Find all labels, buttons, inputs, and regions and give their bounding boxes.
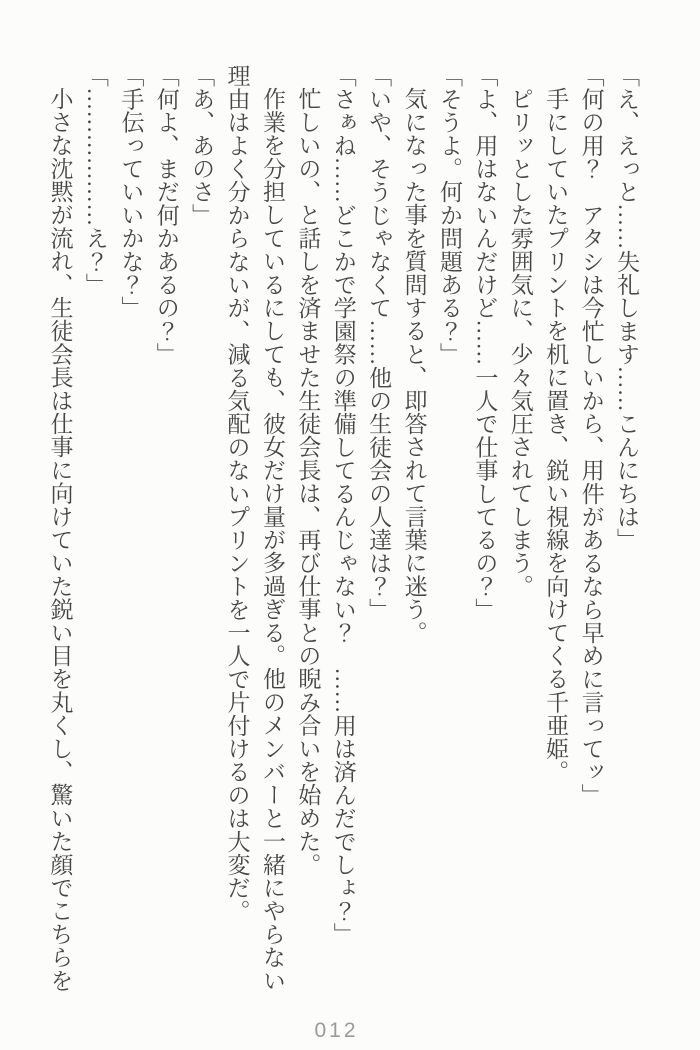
paragraph: 「いや、そうじゃなくて……他の生徒会の人達は？」 (366, 64, 392, 621)
paragraph: 作業を分担しているにしても、彼女だけ量が多過ぎる。他のメンバーと一緒にやらない理由はよく分からないが、減る気配のないプリントを一人で片付けるのは大変だ。 (224, 64, 285, 992)
page-text (42, 64, 644, 994)
paragraph: 「え、えっと……失礼します……こんにちは」 (614, 64, 639, 552)
paragraph: 「何の用？ アタシは今忙しいから、用件があるなら早めに言ってッ」 (578, 64, 604, 807)
paragraph: 「………………え？」 (82, 64, 108, 296)
paragraph: 「よ、用はないんだけど……一人で仕事してるの？」 (472, 64, 498, 621)
paragraph: 「そうよ。何か問題ある？」 (436, 64, 462, 366)
paragraph: 「何よ、まだ何かあるの？」 (153, 64, 179, 366)
paragraph: 「手伝っていいかな？」 (118, 64, 144, 320)
paragraph: 気になった事を質問すると、即答されて言葉に迷う。 (401, 87, 427, 644)
paragraph: ピリッとした雰囲気に、少々気圧されてしまう。 (507, 87, 533, 598)
page-number: 012 (314, 1019, 359, 1042)
paragraph: 手にしていたプリントを机に置き、鋭い視線を向けてくる千亜姫。 (543, 87, 569, 783)
paragraph: 「さぁね……どこかで学園祭の準備してるんじゃない？ ……用は済んだでしょ？」 (330, 64, 356, 946)
paragraph: 「あ、あのさ」 (189, 64, 215, 227)
paragraph: 小さな沈黙が流れ、生徒会長は仕事に向けていた鋭い目を丸くし、驚いた顔でこちらを (47, 87, 73, 992)
paragraph: 忙しいの、と話しを済ませた生徒会長は、再び仕事との睨み合いを始めた。 (295, 87, 321, 876)
